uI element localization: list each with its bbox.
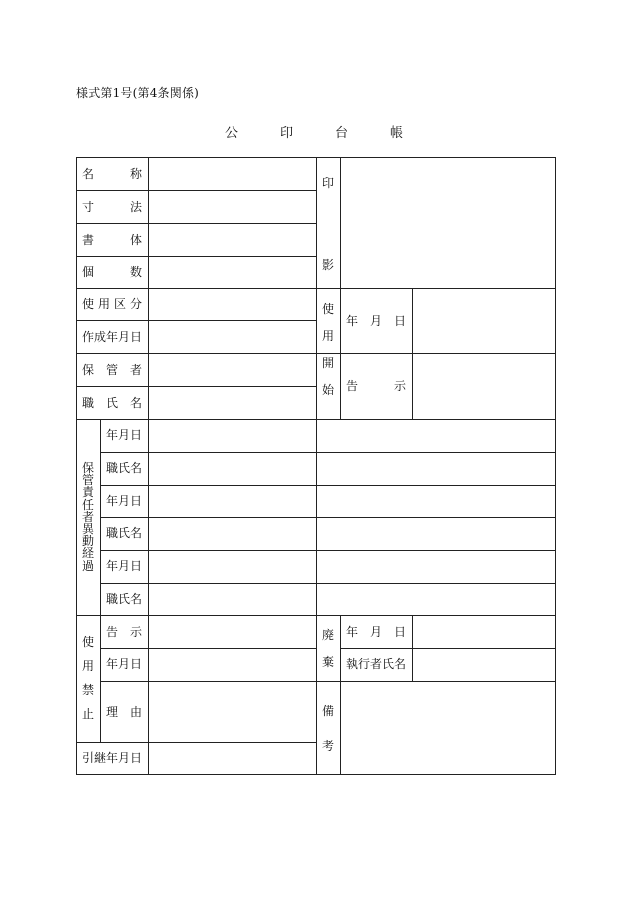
usage-start-date-label: 年 月 日 [346,314,406,328]
abolition-date-label: 年 月 日 [346,625,406,639]
custody-history-label: 保 管 責 任 者 異 動 経 過 [81,461,94,573]
usage-ban-notice-label: 告 示 [106,625,142,639]
usage-start-date-value[interactable] [413,289,555,353]
seal-impression-label-1: 印 [322,176,335,190]
size-value-cell[interactable] [149,191,316,223]
title-char: 帳 [390,126,404,141]
abolition-executor-label: 執行者氏名 [346,657,407,671]
history-date-label: 年月日 [106,559,143,573]
remarks-value-area[interactable] [341,682,555,774]
abolition-label-1: 廃 [322,628,335,642]
history-date-label: 年月日 [106,428,143,442]
title-char: 公 [225,126,239,141]
usage-ban-reason-label: 理 由 [106,705,142,719]
form-number-label: 様式第1号(第4条関係) [76,86,200,100]
usage-ban-label: 使 用 禁 止 [81,635,94,721]
usage-start-notice-label: 告 示 [346,379,406,393]
name-value-cell[interactable] [149,158,316,190]
history-name-label: 職氏名 [106,526,143,540]
row-label-custodian: 保 管 者 [82,363,142,377]
abolition-label-2: 棄 [322,655,335,669]
history-name-label: 職氏名 [106,461,143,475]
row-label-name: 名 称 [82,167,142,181]
seal-impression-area[interactable] [341,158,555,288]
row-label-created-date: 作成年月日 [82,330,143,344]
handover-date-label: 引継年月日 [82,751,143,765]
remarks-label-1: 備 [322,704,335,718]
row-label-usage-class: 使 用 区 分 [82,297,142,311]
row-label-font: 書 体 [82,233,142,247]
remarks-label-2: 考 [322,739,335,753]
usage-ban-date-label: 年月日 [106,657,143,671]
history-date-label: 年月日 [106,494,143,508]
usage-start-label: 使 用 開 始 [321,302,334,397]
history-name-label: 職氏名 [106,592,143,606]
usage-start-notice-value[interactable] [413,354,555,419]
title-char: 印 [280,126,294,141]
count-value-cell[interactable] [149,257,316,288]
row-label-count: 個 数 [82,265,142,279]
row-label-size: 寸 法 [82,200,142,214]
row-label-title-name: 職 氏 名 [82,396,142,410]
title-char: 台 [335,126,349,141]
seal-impression-label-2: 影 [322,258,335,272]
font-value-cell[interactable] [149,224,316,256]
